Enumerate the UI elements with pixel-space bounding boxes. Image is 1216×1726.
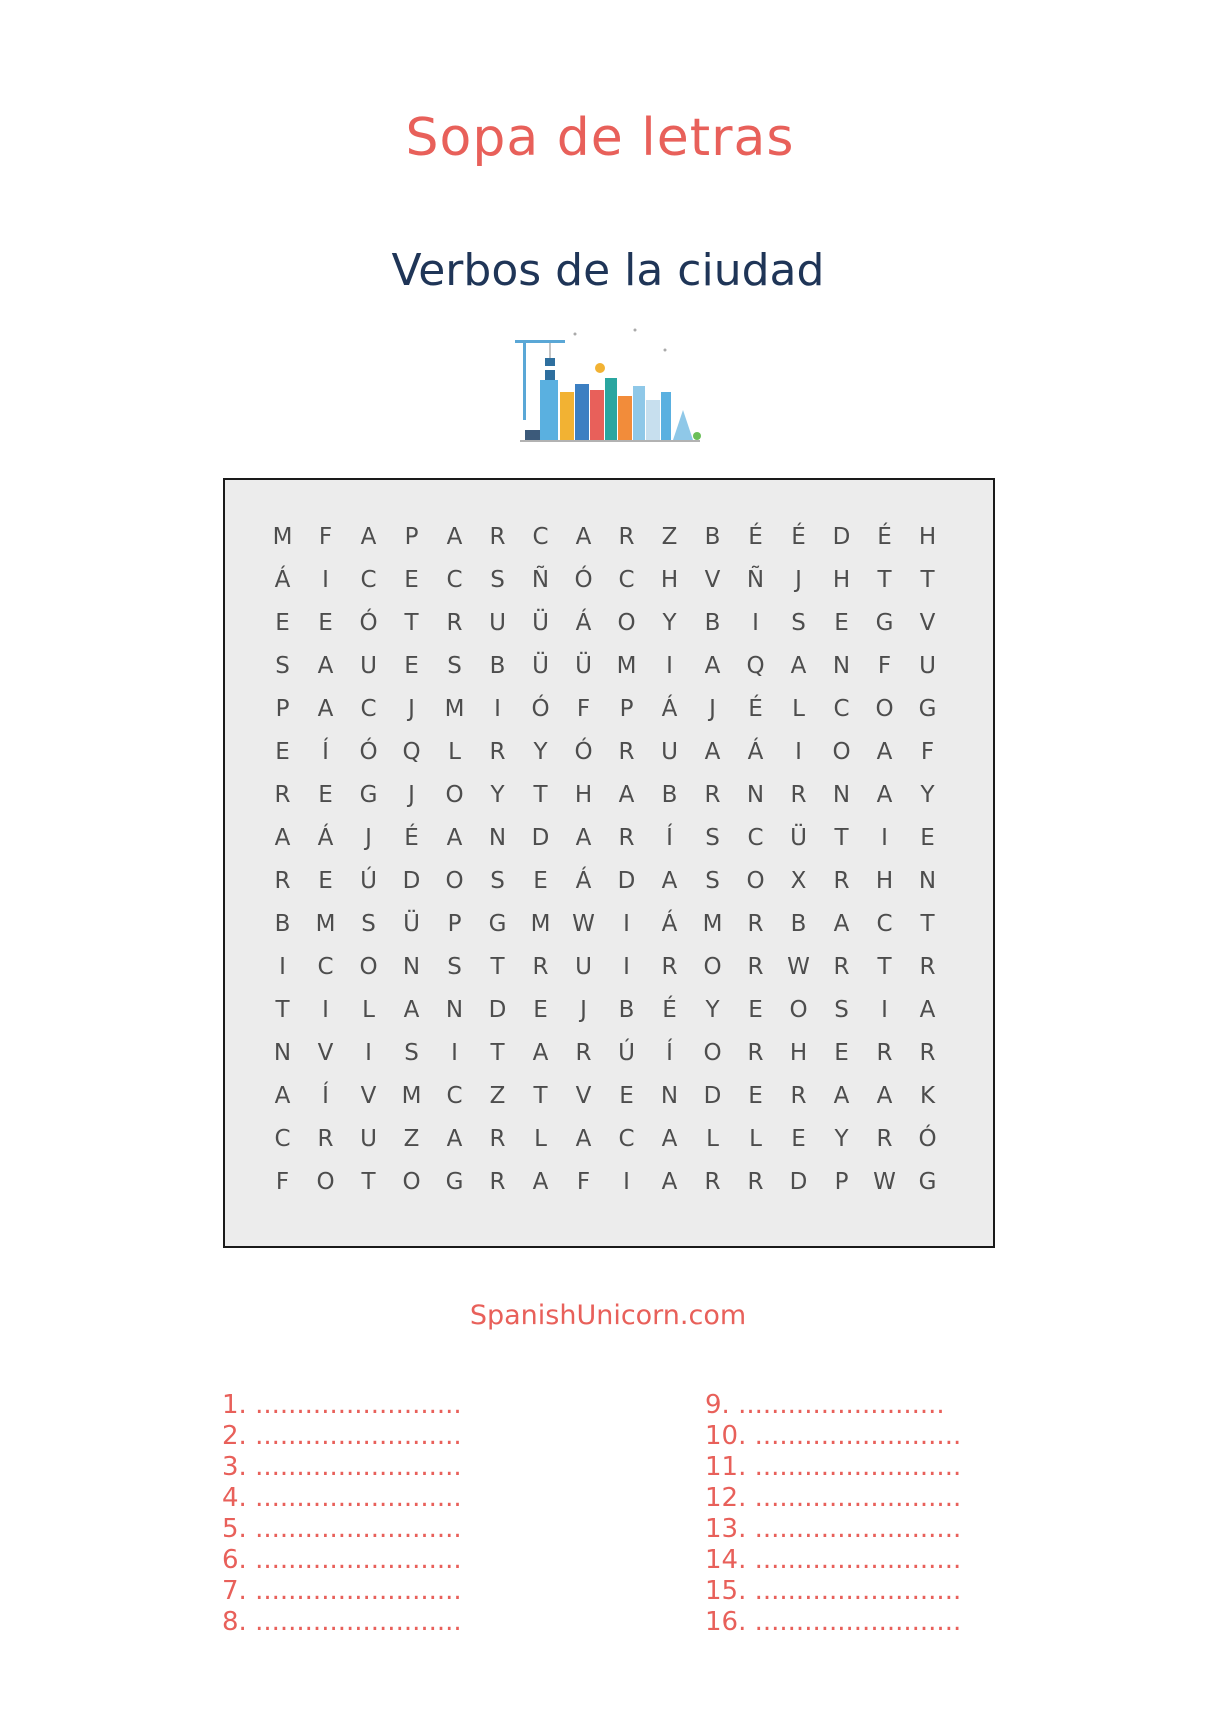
answer-line: 4. ......................... <box>222 1483 462 1513</box>
grid-letter: H <box>918 523 937 550</box>
grid-letter: N <box>918 867 937 894</box>
grid-letter: N <box>402 953 421 980</box>
grid-letter: Z <box>489 1082 506 1109</box>
grid-letter: J <box>408 695 415 722</box>
grid-letter: Á <box>575 867 592 894</box>
grid-letter: F <box>920 738 935 765</box>
grid-letter: Á <box>747 738 764 765</box>
answer-line: 15. ......................... <box>705 1576 962 1606</box>
grid-letter: G <box>918 1168 937 1195</box>
grid-letter: T <box>920 910 935 937</box>
grid-letter: B <box>661 781 678 808</box>
grid-letter: Ó <box>359 609 378 636</box>
grid-letter: G <box>359 781 378 808</box>
grid-letter: A <box>661 1168 678 1195</box>
grid-letter: R <box>618 738 635 765</box>
grid-letter: E <box>619 1082 634 1109</box>
grid-letter: R <box>274 781 291 808</box>
grid-letter: A <box>532 1039 549 1066</box>
grid-letter: N <box>488 824 507 851</box>
grid-letter: R <box>704 1168 721 1195</box>
answer-line: 5. ......................... <box>222 1514 462 1544</box>
grid-letter: R <box>618 824 635 851</box>
grid-letter: F <box>877 652 892 679</box>
grid-letter: B <box>790 910 807 937</box>
grid-letter: H <box>832 566 851 593</box>
grid-letter: Í <box>322 1082 329 1109</box>
grid-letter: P <box>834 1168 849 1195</box>
grid-letter: J <box>795 566 802 593</box>
grid-letter: I <box>494 695 501 722</box>
grid-letter: I <box>666 652 673 679</box>
grid-letter: R <box>618 523 635 550</box>
grid-letter: R <box>747 1039 764 1066</box>
grid-letter: A <box>790 652 807 679</box>
grid-letter: A <box>661 867 678 894</box>
grid-letter: G <box>488 910 507 937</box>
grid-letter: R <box>876 1039 893 1066</box>
grid-letter: I <box>881 996 888 1023</box>
grid-letter: Y <box>920 781 935 808</box>
grid-letter: I <box>623 1168 630 1195</box>
grid-letter: U <box>661 738 678 765</box>
grid-letter: S <box>705 867 720 894</box>
grid-letter: Ó <box>359 738 378 765</box>
grid-letter: O <box>703 953 722 980</box>
grid-letter: R <box>446 609 463 636</box>
grid-letter: S <box>447 652 462 679</box>
grid-letter: P <box>447 910 462 937</box>
grid-letter: X <box>790 867 807 894</box>
grid-letter: O <box>445 867 464 894</box>
grid-letter: E <box>748 996 763 1023</box>
grid-letter: R <box>489 523 506 550</box>
grid-letter: D <box>832 523 851 550</box>
grid-letter: I <box>795 738 802 765</box>
city-skyline-icon <box>505 320 705 450</box>
grid-letter: E <box>275 738 290 765</box>
grid-letter: C <box>274 1125 291 1152</box>
answer-list-left <box>222 1390 462 1638</box>
grid-letter: E <box>791 1125 806 1152</box>
grid-letter: M <box>315 910 336 937</box>
answer-line: 12. ......................... <box>705 1483 962 1513</box>
grid-letter: D <box>488 996 507 1023</box>
grid-letter: C <box>747 824 764 851</box>
grid-letter: B <box>274 910 291 937</box>
answer-list-right <box>705 1390 961 1638</box>
grid-letter: Ó <box>574 738 593 765</box>
grid-letter: E <box>920 824 935 851</box>
grid-letter: E <box>834 609 849 636</box>
grid-letter: Y <box>490 781 505 808</box>
grid-letter: E <box>533 996 548 1023</box>
answer-line: 9. ......................... <box>705 1390 945 1420</box>
grid-letter: U <box>360 652 377 679</box>
grid-letter: C <box>618 566 635 593</box>
page-subtitle: Verbos de la ciudad <box>391 245 825 296</box>
grid-letter: D <box>789 1168 808 1195</box>
grid-letter: F <box>318 523 333 550</box>
grid-letter: J <box>408 781 415 808</box>
grid-letter: G <box>445 1168 464 1195</box>
grid-letter: I <box>322 566 329 593</box>
grid-letter: S <box>490 566 505 593</box>
grid-letter: F <box>275 1168 290 1195</box>
grid-letter: E <box>533 867 548 894</box>
grid-letter: A <box>274 1082 291 1109</box>
grid-letter: C <box>618 1125 635 1152</box>
grid-letter: R <box>747 1168 764 1195</box>
grid-letter: R <box>274 867 291 894</box>
grid-letter: E <box>318 867 333 894</box>
grid-letter: V <box>317 1039 334 1066</box>
grid-letter: C <box>833 695 850 722</box>
grid-letter: O <box>359 953 378 980</box>
grid-letter: E <box>275 609 290 636</box>
grid-letter: A <box>575 1125 592 1152</box>
grid-letter: S <box>275 652 290 679</box>
grid-letter: A <box>274 824 291 851</box>
grid-letter: O <box>703 1039 722 1066</box>
grid-letter: S <box>791 609 806 636</box>
grid-letter: D <box>531 824 550 851</box>
grid-letter: N <box>273 1039 292 1066</box>
grid-letter: H <box>789 1039 808 1066</box>
grid-letter: L <box>534 1125 547 1152</box>
grid-letter: O <box>445 781 464 808</box>
page-title: Sopa de letras <box>405 108 795 168</box>
grid-letter: É <box>748 523 763 550</box>
grid-letter: O <box>746 867 765 894</box>
grid-letter: A <box>360 523 377 550</box>
grid-letter: É <box>791 523 806 550</box>
grid-letter: É <box>748 695 763 722</box>
grid-letter: A <box>446 523 463 550</box>
grid-letter: R <box>876 1125 893 1152</box>
grid-letter: B <box>704 523 721 550</box>
grid-letter: W <box>787 953 810 980</box>
grid-letter: O <box>875 695 894 722</box>
grid-letter: A <box>575 824 592 851</box>
grid-letter: T <box>877 953 892 980</box>
grid-letter: O <box>789 996 808 1023</box>
grid-letter: R <box>532 953 549 980</box>
grid-letter: T <box>533 1082 548 1109</box>
grid-letter: D <box>703 1082 722 1109</box>
grid-letter: A <box>618 781 635 808</box>
grid-letter: J <box>365 824 372 851</box>
grid-letter: T <box>920 566 935 593</box>
grid-letter: T <box>275 996 290 1023</box>
grid-letter: Q <box>402 738 421 765</box>
grid-letter: Á <box>575 609 592 636</box>
grid-letter: I <box>322 996 329 1023</box>
answer-line: 10. ......................... <box>705 1421 962 1451</box>
grid-letter: Ó <box>531 695 550 722</box>
grid-letter: A <box>446 1125 463 1152</box>
grid-letter: O <box>402 1168 421 1195</box>
grid-letter: B <box>704 609 721 636</box>
grid-letter: Ó <box>918 1125 937 1152</box>
grid-letter: T <box>361 1168 376 1195</box>
grid-letter: Ü <box>790 824 807 851</box>
grid-letter: A <box>833 910 850 937</box>
grid-letter: J <box>580 996 587 1023</box>
grid-letter: H <box>875 867 894 894</box>
grid-letter: A <box>575 523 592 550</box>
grid-letter: E <box>748 1082 763 1109</box>
grid-letter: É <box>662 996 677 1023</box>
answer-line: 7. ......................... <box>222 1576 462 1606</box>
grid-letter: Ü <box>532 652 549 679</box>
grid-letter: T <box>834 824 849 851</box>
grid-letter: C <box>317 953 334 980</box>
grid-letter: I <box>451 1039 458 1066</box>
grid-letter: Ü <box>403 910 420 937</box>
grid-letter: N <box>832 652 851 679</box>
grid-letter: C <box>360 695 377 722</box>
grid-letter: T <box>533 781 548 808</box>
grid-letter: Y <box>662 609 677 636</box>
answer-line: 8. ......................... <box>222 1607 462 1637</box>
grid-letter: S <box>404 1039 419 1066</box>
grid-letter: Y <box>705 996 720 1023</box>
grid-letter: T <box>877 566 892 593</box>
grid-letter: T <box>490 953 505 980</box>
grid-letter: J <box>709 695 716 722</box>
grid-letter: T <box>404 609 419 636</box>
grid-letter: Á <box>661 910 678 937</box>
grid-letter: W <box>873 1168 896 1195</box>
grid-letter: D <box>402 867 421 894</box>
grid-letter: S <box>361 910 376 937</box>
grid-letter: Á <box>317 824 334 851</box>
grid-letter: Ñ <box>531 566 550 593</box>
grid-letter: R <box>919 953 936 980</box>
grid-letter: R <box>575 1039 592 1066</box>
grid-letter: É <box>404 824 419 851</box>
grid-letter: I <box>881 824 888 851</box>
grid-letter: K <box>919 1082 936 1109</box>
letter-grid <box>261 515 949 1203</box>
grid-letter: M <box>530 910 551 937</box>
grid-letter: V <box>704 566 721 593</box>
answer-line: 6. ......................... <box>222 1545 462 1575</box>
grid-letter: Y <box>834 1125 849 1152</box>
grid-letter: F <box>576 695 591 722</box>
grid-letter: Á <box>274 566 291 593</box>
grid-letter: M <box>616 652 637 679</box>
grid-letter: R <box>790 1082 807 1109</box>
grid-letter: N <box>832 781 851 808</box>
answer-line: 2. ......................... <box>222 1421 462 1451</box>
grid-letter: S <box>490 867 505 894</box>
answer-line: 14. ......................... <box>705 1545 962 1575</box>
grid-letter: A <box>833 1082 850 1109</box>
grid-letter: Z <box>661 523 678 550</box>
grid-letter: I <box>623 953 630 980</box>
grid-letter: R <box>489 1168 506 1195</box>
grid-letter: I <box>752 609 759 636</box>
grid-letter: L <box>362 996 375 1023</box>
grid-letter: R <box>833 867 850 894</box>
grid-letter: R <box>747 910 764 937</box>
grid-letter: A <box>876 781 893 808</box>
grid-letter: R <box>704 781 721 808</box>
grid-letter: B <box>618 996 635 1023</box>
grid-letter: Ú <box>618 1039 635 1066</box>
grid-letter: P <box>275 695 290 722</box>
site-url: SpanishUnicorn.com <box>469 1300 747 1331</box>
grid-letter: F <box>576 1168 591 1195</box>
grid-letter: G <box>875 609 894 636</box>
grid-letter: U <box>575 953 592 980</box>
grid-letter: R <box>489 1125 506 1152</box>
grid-letter: N <box>445 996 464 1023</box>
grid-letter: H <box>660 566 679 593</box>
grid-letter: C <box>446 566 463 593</box>
grid-letter: A <box>403 996 420 1023</box>
grid-letter: E <box>404 566 419 593</box>
grid-letter: A <box>532 1168 549 1195</box>
grid-letter: S <box>447 953 462 980</box>
grid-letter: S <box>705 824 720 851</box>
answer-line: 3. ......................... <box>222 1452 462 1482</box>
grid-letter: A <box>661 1125 678 1152</box>
grid-letter: U <box>360 1125 377 1152</box>
answer-line: 13. ......................... <box>705 1514 962 1544</box>
grid-letter: M <box>272 523 293 550</box>
grid-letter: C <box>532 523 549 550</box>
answer-line: 11. ......................... <box>705 1452 962 1482</box>
grid-letter: P <box>619 695 634 722</box>
grid-letter: A <box>919 996 936 1023</box>
grid-letter: O <box>617 609 636 636</box>
grid-letter: V <box>575 1082 592 1109</box>
grid-letter: C <box>876 910 893 937</box>
grid-letter: M <box>401 1082 422 1109</box>
grid-letter: Ü <box>575 652 592 679</box>
grid-letter: R <box>489 738 506 765</box>
grid-letter: Á <box>661 695 678 722</box>
grid-letter: C <box>446 1082 463 1109</box>
grid-letter: N <box>746 781 765 808</box>
grid-letter: E <box>318 781 333 808</box>
grid-letter: U <box>489 609 506 636</box>
grid-letter: V <box>919 609 936 636</box>
grid-letter: É <box>877 523 892 550</box>
grid-letter: A <box>876 738 893 765</box>
grid-letter: R <box>790 781 807 808</box>
grid-letter: E <box>404 652 419 679</box>
grid-letter: O <box>316 1168 335 1195</box>
grid-letter: Q <box>746 652 765 679</box>
grid-letter: A <box>317 695 334 722</box>
answer-line: 1. ......................... <box>222 1390 462 1420</box>
grid-letter: U <box>919 652 936 679</box>
grid-letter: Í <box>666 824 673 851</box>
grid-letter: R <box>317 1125 334 1152</box>
grid-letter: A <box>317 652 334 679</box>
grid-letter: A <box>704 652 721 679</box>
answer-line: 16. ......................... <box>705 1607 962 1637</box>
grid-letter: Ó <box>574 566 593 593</box>
grid-letter: Ú <box>360 867 377 894</box>
grid-letter: A <box>704 738 721 765</box>
grid-letter: T <box>490 1039 505 1066</box>
grid-letter: A <box>876 1082 893 1109</box>
grid-letter: R <box>833 953 850 980</box>
grid-letter: C <box>360 566 377 593</box>
grid-letter: Ñ <box>746 566 765 593</box>
grid-letter: Í <box>666 1039 673 1066</box>
grid-letter: L <box>706 1125 719 1152</box>
grid-letter: M <box>444 695 465 722</box>
grid-letter: L <box>749 1125 762 1152</box>
grid-letter: I <box>623 910 630 937</box>
grid-letter: N <box>660 1082 679 1109</box>
grid-letter: Í <box>322 738 329 765</box>
grid-letter: G <box>918 695 937 722</box>
grid-letter: V <box>360 1082 377 1109</box>
grid-letter: D <box>617 867 636 894</box>
grid-letter: Y <box>533 738 548 765</box>
grid-letter: Ü <box>532 609 549 636</box>
grid-letter: I <box>279 953 286 980</box>
grid-letter: M <box>702 910 723 937</box>
grid-letter: R <box>661 953 678 980</box>
grid-letter: P <box>404 523 419 550</box>
grid-letter: A <box>446 824 463 851</box>
grid-letter: O <box>832 738 851 765</box>
word-search-puzzle <box>223 478 995 1248</box>
grid-letter: Z <box>403 1125 420 1152</box>
grid-letter: H <box>574 781 593 808</box>
grid-letter: R <box>919 1039 936 1066</box>
grid-letter: E <box>318 609 333 636</box>
grid-letter: R <box>747 953 764 980</box>
grid-letter: W <box>572 910 595 937</box>
grid-letter: I <box>365 1039 372 1066</box>
grid-letter: L <box>792 695 805 722</box>
grid-letter: S <box>834 996 849 1023</box>
grid-letter: L <box>448 738 461 765</box>
grid-letter: B <box>489 652 506 679</box>
grid-letter: E <box>834 1039 849 1066</box>
